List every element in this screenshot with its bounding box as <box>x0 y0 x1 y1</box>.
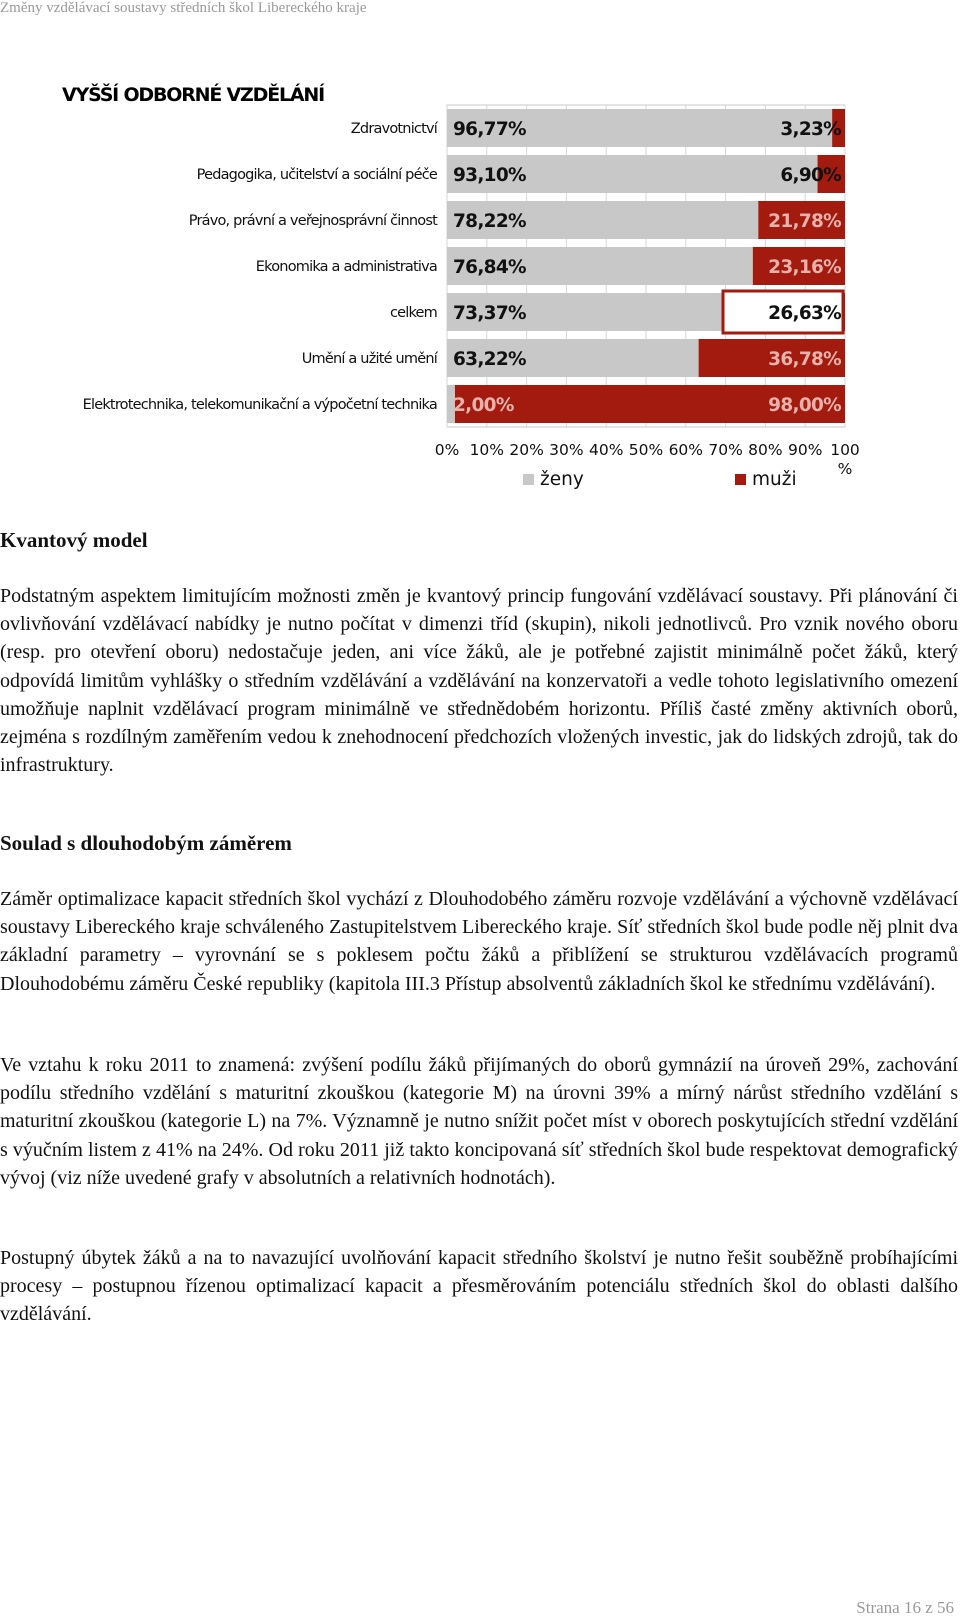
running-header: Změny vzdělávací soustavy středních škol Libereckého kraje <box>0 0 367 16</box>
data-label-muzi: 6,90% <box>780 165 841 186</box>
paragraph-soulad-2: Ve vztahu k roku 2011 to znamená: zvýšení podílu žáků přijímaných do oborů gymnázií na úroveň 29%, zachování podílu středního vzdělání s maturitní zkouškou (kategorie M) na úrovni 39% a mírný nárůst středního vzdělání s maturitní zkouškou (kategorie L) na 7%. Významně je nutno snížit počet míst v oborech poskytujících střední vzdělání s výučním listem z 41% na 24%. Od roku 2011 již takto koncipovaná síť středních škol bude respektovat demografický vývoj (viz níže uvedené grafy v absolutních a relativních hodnotách). <box>0 1054 958 1189</box>
section-heading-soulad: Soulad s dlouhodobým záměrem <box>0 831 292 855</box>
page-number: Strana 16 z 56 <box>856 1598 954 1617</box>
x-tick-label: 0% <box>434 441 460 459</box>
data-label-zeny: 93,10% <box>453 165 526 186</box>
x-tick-label: 80% <box>748 441 783 459</box>
data-label-muzi: 3,23% <box>780 119 841 140</box>
chart-title: VYŠŠÍ ODBORNÉ VZDĚLÁNÍ <box>62 84 324 106</box>
x-tick-label: 60% <box>668 441 704 459</box>
x-tick-label: 20% <box>509 441 544 459</box>
data-label-muzi: 21,78% <box>768 211 841 232</box>
data-label-muzi: 36,78% <box>768 349 841 370</box>
x-tick-label: 30% <box>549 441 584 459</box>
x-tick-label: 40% <box>588 441 624 459</box>
data-label-zeny: 78,22% <box>453 211 526 232</box>
x-tick-label: 100 % <box>830 441 860 478</box>
data-label-zeny: 63,22% <box>453 349 526 370</box>
data-label-zeny: 73,37% <box>453 303 526 324</box>
legend-label-zeny: ženy <box>540 469 584 490</box>
section-heading-kvantovy-model: Kvantový model <box>0 528 148 552</box>
category-label-celkem: celkem <box>389 305 437 321</box>
data-label-zeny: 2,00% <box>453 395 514 416</box>
category-label-elektrotechnika-telekomunikacni-a-vypocetni-technika: Elektrotechnika, telekomunikační a výpočetní technika <box>82 397 437 413</box>
category-label-zdravotnictvi: Zdravotnictví <box>350 121 437 137</box>
x-tick-label: 70% <box>708 441 743 459</box>
paragraph-soulad-3: Postupný úbytek žáků a na to navazující uvolňování kapacit středního školství je nutno řešit souběžně probíhajícími procesy – postupnou řízenou optimalizací kapacit a přesměrováním potenciálu středních škol do oblasti dalšího vzdělávání. <box>0 1247 958 1326</box>
x-tick-label: 50% <box>628 441 664 459</box>
data-label-muzi: 26,63% <box>768 303 841 324</box>
data-label-muzi: 23,16% <box>768 257 841 278</box>
category-label-umeni-a-uzite-umeni: Umění a užité umění <box>301 351 437 367</box>
paragraph-kvantovy-model: Podstatným aspektem limitujícím možnosti změn je kvantový princip fungování vzdělávací soustavy. Při plánování či ovlivňování vzdělávací nabídky je nutno počítat v dimenzi tříd (skupin), nikoli jednotlivců. Pro vznik nového oboru (resp. pro otevření oboru) nedostačuje jeden, ani více žáků, ale je potřebné zajistit minimálně počet žáků, který odpovídá limitům vyhlášky o středním vzdělávání a vzdělávání na konzervatoři a vedle tohoto legislativního omezení umožňuje naplnit vzdělávací program minimálně ve střednědobém horizontu. Příliš časté změny aktivních oborů, zejména s rozdílným zaměřením vedou k znehodnocení předchozích vložených investic, jak do lidských zdrojů, tak do infrastruktury. <box>0 585 958 777</box>
legend-swatch-muzi <box>735 474 746 485</box>
legend-label-muzi: muži <box>752 469 797 490</box>
paragraph-soulad-1: Záměr optimalizace kapacit středních škol vychází z Dlouhodobého záměru rozvoje vzdělávání a výchovně vzdělávací soustavy Libereckého kraje schváleného Zastupitelstvem Libereckého kraje. Síť středních škol bude podle něj plnit dva základní parametry – vyrovnání se s poklesem počtu žáků a přiblížení se strukturou vzdělávacích programů Dlouhodobému záměru České republiky (kapitola III.3 Přístup absolventů základních škol ke střednímu vzdělávání). <box>0 888 958 995</box>
data-label-zeny: 96,77% <box>453 119 526 140</box>
data-label-zeny: 76,84% <box>453 257 526 278</box>
data-label-muzi: 98,00% <box>768 395 841 416</box>
category-label-pedagogika-ucitelstvi-a-socialni-pece: Pedagogika, učitelství a sociální péče <box>196 167 437 183</box>
stacked-bar-chart <box>0 95 960 505</box>
category-label-pravo-pravni-a-verejnospravni-cinnost: Právo, právní a veřejnosprávní činnost <box>188 213 437 229</box>
x-tick-label: 90% <box>787 441 823 459</box>
x-tick-label: 10% <box>469 441 505 459</box>
legend-swatch-zeny <box>523 474 534 485</box>
category-label-ekonomika-a-administrativa: Ekonomika a administrativa <box>255 259 437 275</box>
